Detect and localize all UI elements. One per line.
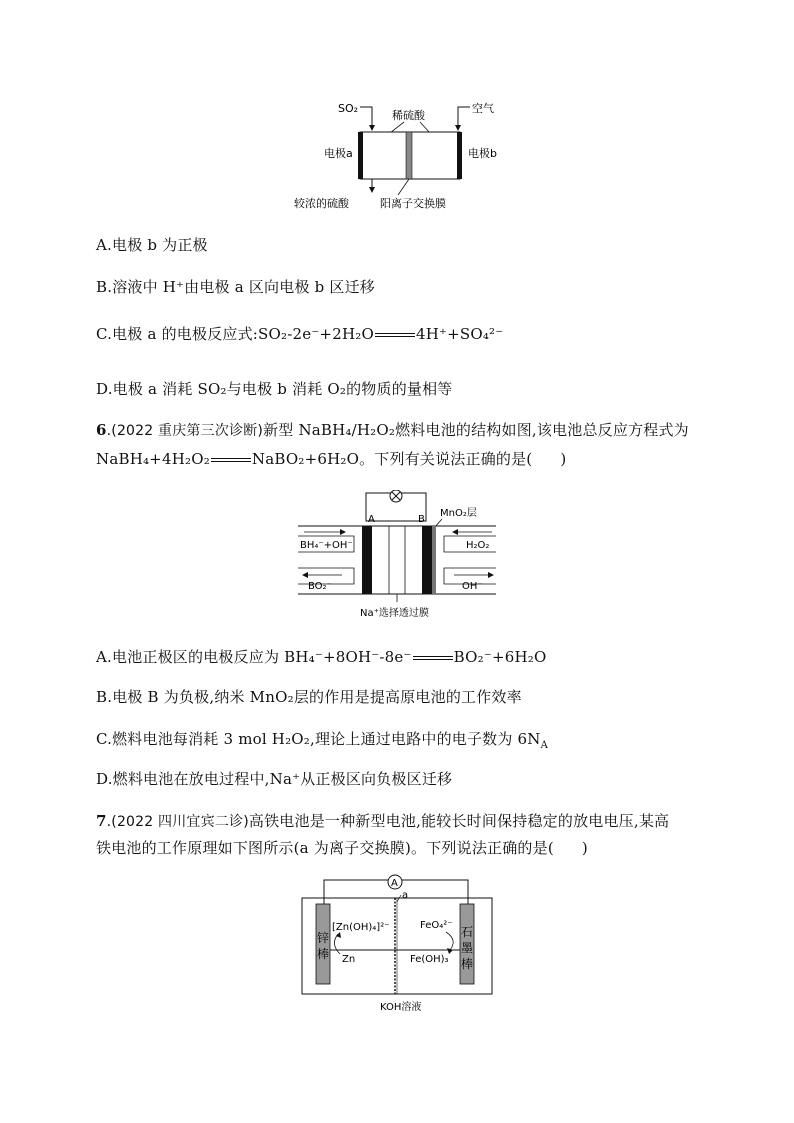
fig1-electrode-a-label: 电极a <box>324 147 353 160</box>
fig2-label-b: B <box>418 514 425 525</box>
fig2-membrane-label: Na⁺选择透过膜 <box>360 608 429 619</box>
fig3-ammeter-label: A <box>391 878 398 889</box>
q6-stem-text: 新型 NaBH₄/H₂O₂燃料电池的结构如图,该电池总反应方程式为 <box>263 421 689 439</box>
q6-number: 6 <box>96 421 107 439</box>
q6-option-a <box>96 646 546 667</box>
fig2-bh4-label: BH₄⁻+OH⁻ <box>300 540 353 551</box>
q6-stem-line2 <box>96 448 566 469</box>
q7-source: .(2022 四川宜宾二诊) <box>106 814 249 830</box>
equals-sign <box>413 656 453 660</box>
q7-stem-text-2: 铁电池的工作原理如下图所示(a 为离子交换膜)。下列说法正确的是( <box>96 839 554 857</box>
fig1-air-label: 空气 <box>472 102 494 115</box>
q7-stem-line1 <box>96 810 669 831</box>
q6-option-a-products: BO₂⁻+6H₂O <box>453 648 547 666</box>
fig3-zn-label: Zn <box>342 954 356 965</box>
fig3-graphite-rod-label: 石墨棒 <box>461 925 474 971</box>
q5-option-d: D.电极 a 消耗 SO₂与电极 b 消耗 O₂的物质的量相等 <box>96 380 453 398</box>
q5-option-a: A.电极 b 为正极 <box>96 236 208 254</box>
fig2-label-a: A <box>368 514 375 525</box>
q7-number: 7 <box>96 812 107 830</box>
fig3-zinc-rod-label: 锌棒 <box>317 931 330 961</box>
q6-close-paren: ) <box>560 450 567 468</box>
q6-option-b: B.电极 B 为负极,纳米 MnO₂层的作用是提高原电池的工作效率 <box>96 688 522 706</box>
q5-option-c-text: C.电极 a 的电极反应式:SO₂-2e⁻+2H₂O <box>96 325 374 343</box>
q5-option-c-products: 4H⁺+SO₄²⁻ <box>415 325 504 343</box>
q6-option-c-text: C.燃料电池每消耗 3 mol H₂O₂,理论上通过电路中的电子数为 6N <box>96 730 541 748</box>
q6-products: NaBO₂+6H₂O。下列有关说法正确的是( <box>251 450 533 468</box>
fig2-bo2-label: BO₂⁻ <box>308 581 332 592</box>
q5-option-b: B.溶液中 H⁺由电极 a 区向电极 b 区迁移 <box>96 278 375 296</box>
fig1-membrane-label: 阳离子交换膜 <box>380 197 446 210</box>
figure-ferrate-battery <box>298 872 508 1017</box>
fig3-zn-complex-label: [Zn(OH)₄]²⁻ <box>332 922 390 933</box>
q7-stem-text: 高铁电池是一种新型电池,能较长时间保持稳定的放电电压,某高 <box>248 812 670 830</box>
fig2-h2o2-label: H₂O₂ <box>466 540 490 551</box>
q6-option-a-text: A.电池正极区的电极反应为 BH₄⁻+8OH⁻-8e⁻ <box>96 648 412 666</box>
q6-source: .(2022 重庆第三次诊断) <box>106 423 264 439</box>
equals-sign <box>375 333 415 337</box>
figure-nabh4-cell <box>294 490 500 625</box>
fig1-conc-acid-label: 较浓的硫酸 <box>294 197 349 210</box>
fig1-so2-label: SO₂ <box>338 102 359 115</box>
fig2-mno2-label: MnO₂层 <box>440 508 477 519</box>
fig3-koh-label: KOH溶液 <box>380 1002 422 1013</box>
figure-so2-cell <box>280 95 520 215</box>
q6-reactants: NaBH₄+4H₂O₂ <box>96 450 210 468</box>
equals-sign <box>211 458 251 462</box>
fig3-feo4-label: FeO₄²⁻ <box>420 920 453 931</box>
q5-option-c <box>96 323 503 344</box>
fig2-oh-label: OH⁻ <box>462 581 483 592</box>
q6-option-d: D.燃料电池在放电过程中,Na⁺从正极区向负极区迁移 <box>96 770 453 788</box>
q7-stem-line2 <box>96 837 588 858</box>
fig1-dilute-acid-label: 稀硫酸 <box>392 109 425 122</box>
q7-close-paren: ) <box>581 839 588 857</box>
fig3-label-a: a <box>402 890 409 901</box>
fig3-feoh3-label: Fe(OH)₃ <box>410 954 449 965</box>
q6-option-c-subscript: A <box>540 740 549 751</box>
q6-option-c <box>96 728 548 751</box>
q6-stem-line1 <box>96 419 689 440</box>
fig1-electrode-b-label: 电极b <box>468 147 497 160</box>
